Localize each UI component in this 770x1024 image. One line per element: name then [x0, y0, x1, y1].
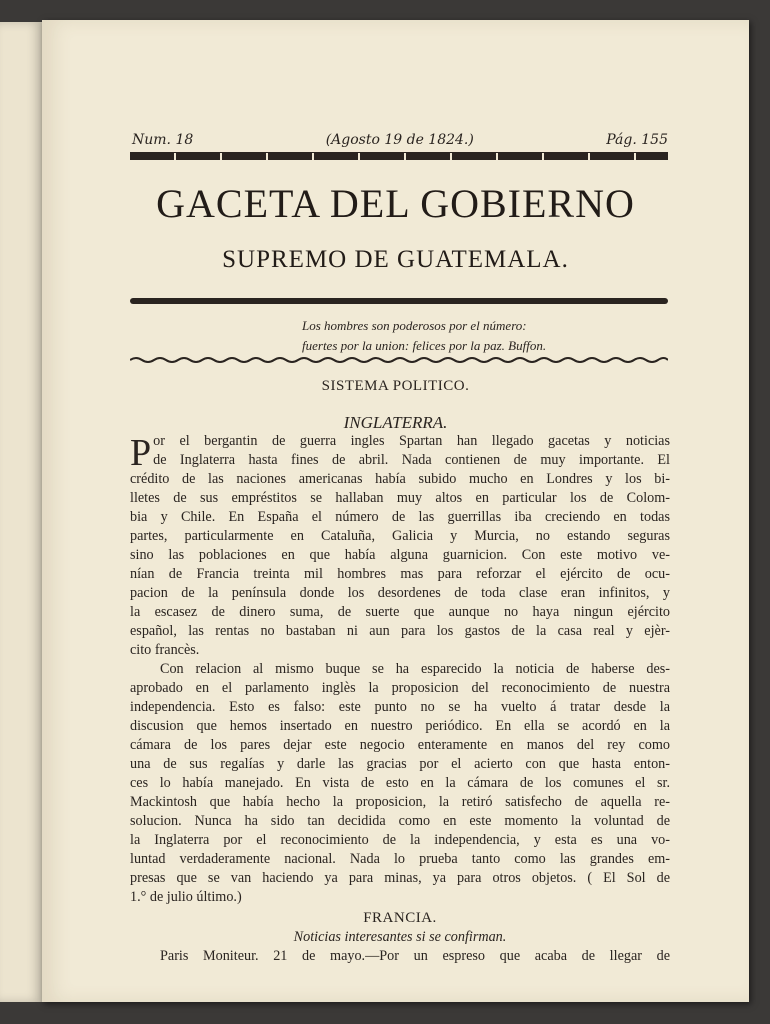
page-header: [132, 132, 668, 148]
text-line: de Inglaterra hasta fines de abril. Nada contienen de muy importante. El: [153, 452, 670, 468]
text-line: crédito de las naciones americanas había subido mucho en Londres y los bi-: [130, 471, 670, 487]
text-line: discusion que hemos insertado en nuestro periódico. En ella se acordó en la: [130, 718, 670, 734]
paragraph-2: [130, 660, 670, 907]
text-line: lletes de sus empréstitos se hallaban muy altos en particular los de Colom-: [130, 490, 670, 506]
drop-cap: P: [130, 432, 152, 474]
paragraph-1-last-line: cito francès.: [130, 642, 200, 658]
text-line: aprobado en el parlamento inglès la proposicion del reconocimiento de nuestra: [130, 680, 670, 696]
text-line: ces lo había manejado. En vista de esto en la cámara de los comunes el sr.: [130, 775, 670, 791]
section-2-title: FRANCIA.: [363, 910, 437, 926]
issue-number: Num. 18: [132, 132, 194, 148]
motto-line-2: fuertes por la union: felices por la paz. Buffon.: [302, 338, 547, 353]
text-line: cámara de los pares dejar este negocio enteramente en manos del rey como: [130, 737, 670, 753]
issue-date: (Agosto 19 de 1824.): [325, 132, 474, 148]
text-line: partes, particularmente en Cataluña, Galicia y Murcia, no estando seguras: [130, 528, 670, 544]
wavy-divider: [130, 356, 668, 364]
text-line: presas que se van haciendo ya para minas, ya para otros objetos. ( El Sol de: [130, 870, 670, 886]
paragraph-2-last-line: 1.° de julio último.): [130, 889, 242, 905]
text-line: nían de Francia treinta mil hombres mas para reforzar el ejército de ocu-: [130, 566, 670, 582]
text-line: español, las rentas no bastaban ni aun para los gastos de la casa real y ejèr-: [130, 623, 670, 639]
paragraph-2-lines: [130, 679, 670, 888]
text-line: independencia. Esto es falso: este punto no se ha vuelto á tratar desde la: [130, 699, 670, 715]
section-title: SISTEMA POLITICO.: [321, 378, 470, 394]
text-line: una de sus regalías y darle las gracias por el acierto con que hasta enton-: [130, 756, 670, 772]
motto: [302, 316, 662, 356]
article-body: [130, 432, 670, 966]
masthead-title: GACETA DEL GOBIERNO: [156, 181, 635, 226]
text-line: Mackintosh que había hecho la proposicion, la retiró satisfecho de aquella re-: [130, 794, 670, 810]
page-number: Pág. 155: [606, 132, 668, 148]
text-line: solucion. Nunca ha sido tan decidida como en este momento la voluntad de: [130, 813, 670, 829]
text-line: bia y Chile. En España el número de las guerrillas iba creciendo en todas: [130, 509, 670, 525]
text-line: or el bergantin de guerra ingles Spartan han llegado gacetas y noticias: [153, 433, 670, 449]
paragraph-2-first-line: Con relacion al mismo buque se ha esparecido la noticia de haberse des-: [160, 661, 670, 677]
header-rule: [130, 152, 668, 160]
motto-line-1: Los hombres son poderosos por el número:: [302, 318, 527, 333]
masthead-subtitle: SUPREMO DE GUATEMALA.: [222, 246, 569, 273]
paragraph-1-lines: [130, 432, 670, 641]
section-subtitle: INGLATERRA.: [343, 413, 448, 432]
paragraph-1: [130, 432, 670, 660]
section-2-subtitle: Noticias interesantes si se confirman.: [293, 929, 507, 945]
text-line: luntad verdaderamente nacional. Nada lo prueba tanto como las grandes em-: [130, 851, 670, 867]
facing-page-edge: [0, 22, 44, 1002]
text-line: sino las poblaciones en que había alguna guarnicion. Con este motivo ve-: [130, 547, 670, 563]
masthead-rule: [130, 298, 668, 304]
text-line: la escasez de dinero suma, de suerte que aunque no haya ningun ejército: [130, 604, 670, 620]
text-line: la Inglaterra por el reconocimiento de la independencia, y esta es una vo-: [130, 832, 670, 848]
text-line: pacion de la península donde los desordenes de toda clase eran infinitos, y: [130, 585, 670, 601]
newspaper-page: [42, 20, 749, 1002]
section-2-first-line: Paris Moniteur. 21 de mayo.—Por un espreso que acaba de llegar de: [160, 948, 670, 964]
